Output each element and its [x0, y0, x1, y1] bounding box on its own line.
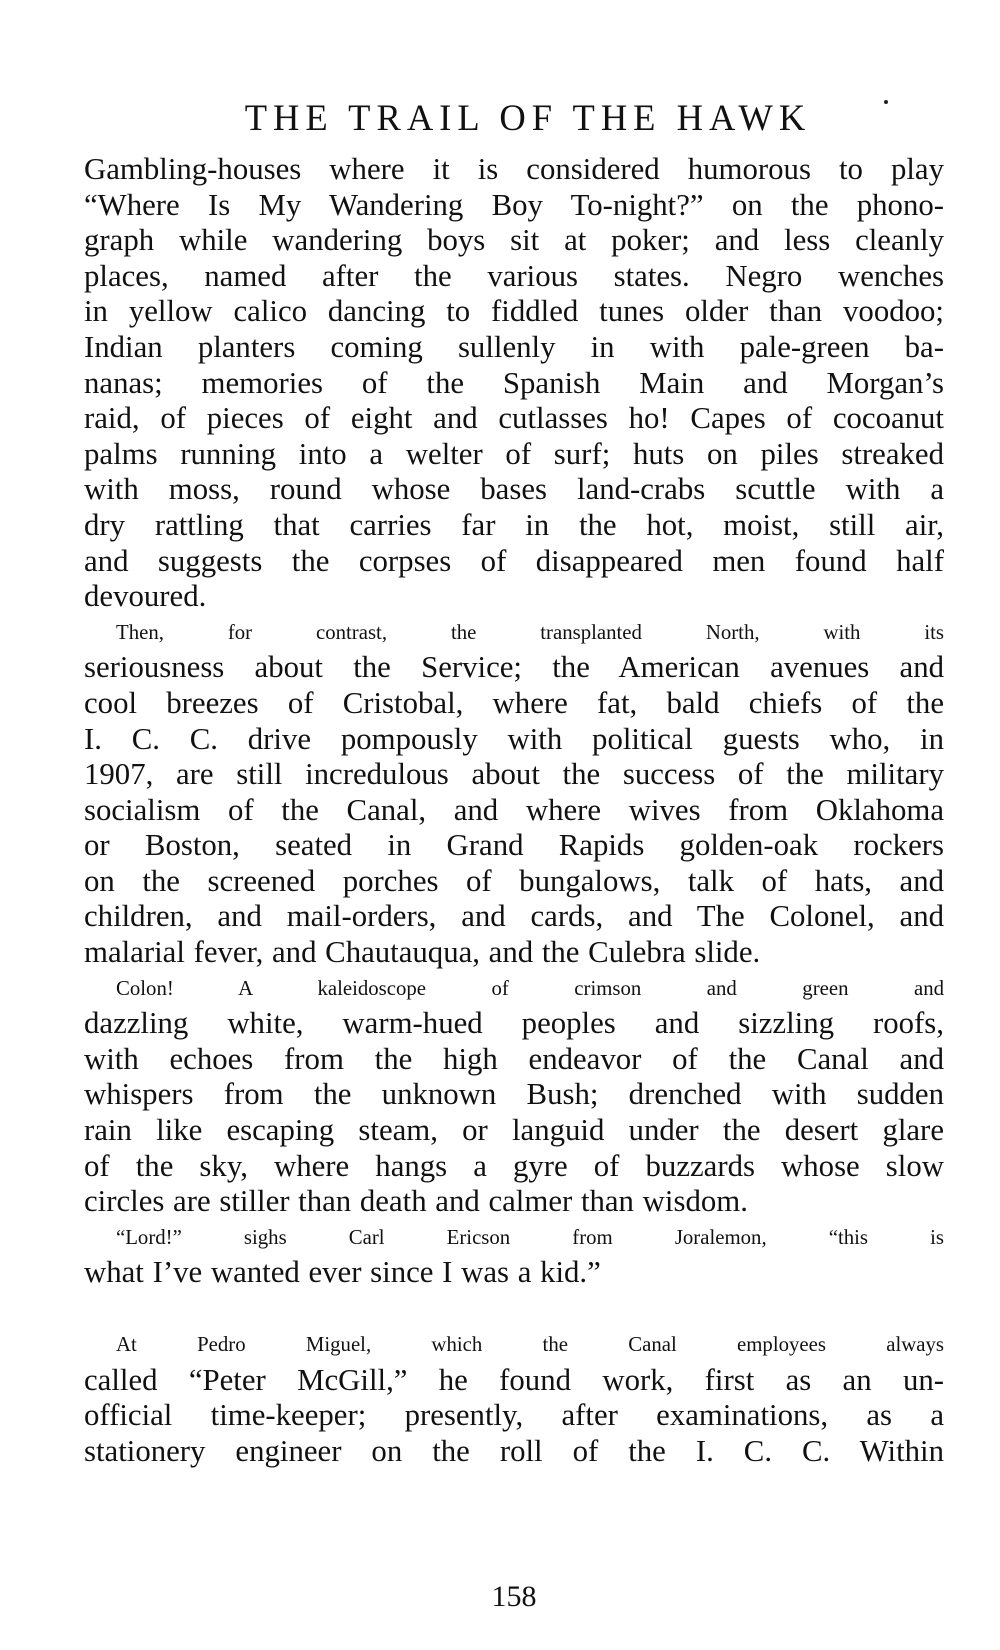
text-line: I. C. C. drive pompously with political guests who, in: [84, 721, 944, 756]
text-line: nanas; memories of the Spanish Main and Morgan’s: [84, 365, 944, 400]
book-page: [84, 92, 944, 1469]
paragraph-4: [84, 1220, 944, 1291]
text-line: At Pedro Miguel, which the Canal employees always: [116, 1333, 944, 1356]
page-number: 158: [491, 1580, 537, 1613]
paragraph-2: [84, 615, 944, 971]
text-line: “Lord!” sighs Carl Ericson from Joralemon, “this is: [116, 1225, 944, 1249]
text-line: devoured.: [84, 579, 207, 614]
text-line: Indian planters coming sullenly in with pale-green ba-: [84, 329, 944, 364]
text-line: 1907, are still incredulous about the success of the military: [84, 757, 944, 792]
text-line: dry rattling that carries far in the hot, moist, still air,: [84, 507, 944, 542]
text-line: malarial fever, and Chautauqua, and the Culebra slide.: [84, 935, 761, 970]
text-line: and suggests the corpses of disappeared men found half: [84, 543, 944, 578]
text-line: whispers from the unknown Bush; drenched with sudden: [84, 1077, 944, 1112]
text-line: official time-keeper; presently, after examinations, as a: [84, 1398, 944, 1433]
text-line: “Where Is My Wandering Boy To-night?” on the phono-: [84, 187, 944, 222]
text-line: of the sky, where hangs a gyre of buzzards whose slow: [84, 1148, 944, 1183]
paragraph-1: [84, 152, 944, 615]
text-line: called “Peter McGill,” he found work, first as an un-: [84, 1362, 944, 1397]
text-line: or Boston, seated in Grand Rapids golden-oak rockers: [84, 828, 944, 863]
section-break: [84, 1291, 944, 1327]
text-line: in yellow calico dancing to fiddled tunes older than voodoo;: [84, 294, 944, 329]
text-line: circles are stiller than death and calmer than wisdom.: [84, 1184, 748, 1219]
text-line: with echoes from the high endeavor of the Canal and: [84, 1041, 944, 1076]
text-line: Then, for contrast, the transplanted North, with its: [116, 620, 944, 644]
text-line: cool breezes of Cristobal, where fat, bald chiefs of the: [84, 685, 944, 720]
text-line: rain like escaping steam, or languid under the desert glare: [84, 1113, 944, 1148]
text-line: stationery engineer on the roll of the I. C. C. Within: [84, 1433, 944, 1468]
text-line: socialism of the Canal, and where wives from Oklahoma: [84, 792, 944, 827]
text-line: graph while wandering boys sit at poker; and less cleanly: [84, 223, 944, 258]
text-line: Gambling-houses where it is considered humorous to play: [84, 152, 944, 186]
running-title: THE TRAIL OF THE HAWK: [244, 97, 812, 138]
text-line: on the screened porches of bungalows, talk of hats, and: [84, 863, 944, 898]
text-line: seriousness about the Service; the American avenues and: [84, 650, 944, 685]
text-line: children, and mail-orders, and cards, and The Colonel, and: [84, 899, 944, 934]
text-line: places, named after the various states. Negro wenches: [84, 258, 944, 293]
text-line: dazzling white, warm-hued peoples and sizzling roofs,: [84, 1006, 944, 1041]
text-line: with moss, round whose bases land-crabs scuttle with a: [84, 472, 944, 507]
text-line: raid, of pieces of eight and cutlasses ho! Capes of cocoanut: [84, 401, 944, 436]
paragraph-5: [84, 1327, 944, 1469]
paragraph-3: [84, 971, 944, 1220]
text-line: Colon! A kaleidoscope of crimson and green and: [116, 976, 944, 1000]
text-line: what I’ve wanted ever since I was a kid.”: [84, 1255, 601, 1290]
text-line: palms running into a welter of surf; huts on piles streaked: [84, 436, 944, 471]
